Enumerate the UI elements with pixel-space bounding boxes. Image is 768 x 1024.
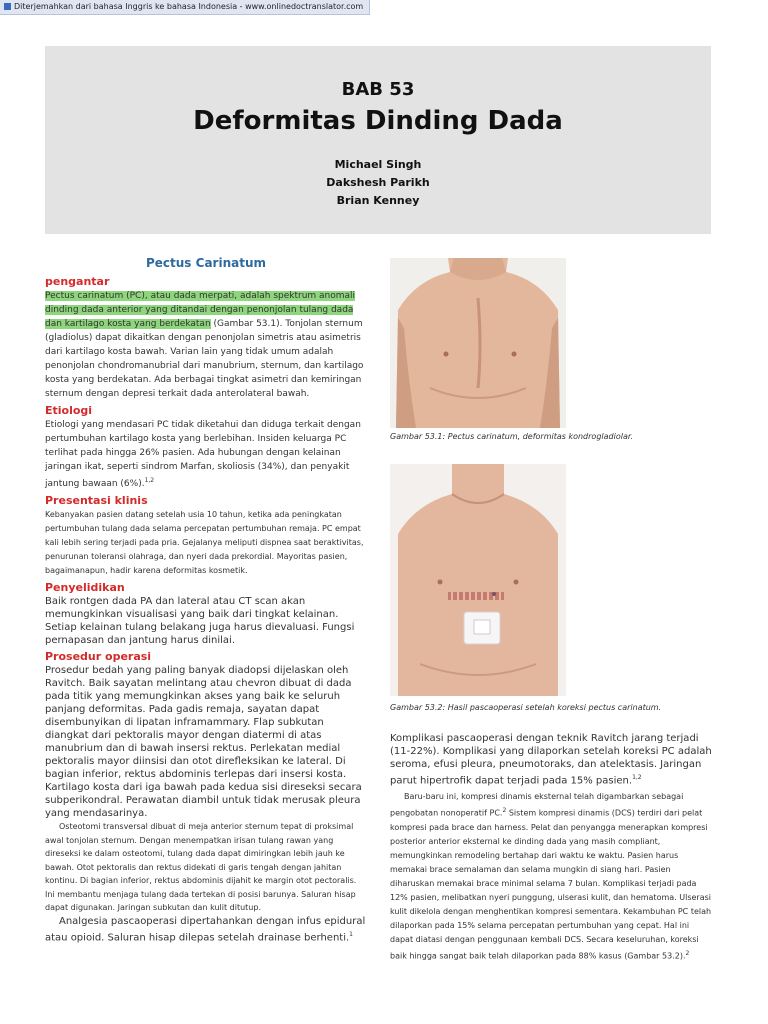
translator-banner[interactable] bbox=[0, 0, 370, 15]
prosedur-paragraph-1: Prosedur bedah yang paling banyak diadopsi dijelaskan oleh Ravitch. Baik sayatan melintang atau chevron dibuat di dada pada titik yang memungkinkan akses yang baik ke seluruh panjang deformitas. Pada gadis remaja, sayatan dapat disembunyikan di lipatan inframammary. Flap subkutan diangkat dari pektoralis mayor dengan diatermi di atas manubrium dan di bawah insersi rektus. Perlekatan medial pektoralis mayor diinsisi dan otot direfleksikan ke lateral. Di bagian inferior, rektus abdominis terlepas dari insersi kosta. Kartilago kosta dari iga bawah pada kedua sisi direseksi secara subperikondral. Perawatan diambil untuk tidak merusak pleura yang mendasarinya. bbox=[45, 665, 362, 819]
author-name: Dakshesh Parikh bbox=[326, 176, 430, 189]
komplikasi-paragraph bbox=[390, 732, 712, 787]
citation-ref: 1,2 bbox=[632, 774, 642, 781]
heading-etiologi: Etiologi bbox=[45, 404, 93, 417]
penyelidikan-paragraph: Baik rontgen dada PA dan lateral atau CT scan akan memungkinkan visualisasi yang baik dari tingkat kelainan. Setiap kelainan tulang belakang juga harus dievaluasi. Fungsi pernapasan dan jantung harus dinilai. bbox=[45, 596, 355, 646]
pengantar-text: (Gambar 53.1). Tonjolan sternum (gladiolus) dapat dikaitkan dengan penonjolan simetris atau asimetris dari kartilago kosta bawah. Varian lain yang tidak umum adalah penonjolan chondromanubrial dari manubrium, sternum, dan kartilago kosta yang berdekatan. Ada berbagai tingkat asimetri dan kemiringan sternum dengan depresi terkait dada anterolateral bawah. bbox=[45, 319, 364, 399]
citation-ref: 2 bbox=[685, 949, 690, 957]
chapter-title: Deformitas Dinding Dada bbox=[193, 106, 563, 136]
highlighted-text: Pectus carinatum (PC), atau dada merpati, adalah spektrum anomali dinding dada anterior yang ditandai dengan penonjolan tulang dada dan kartilago kosta yang berdekatan bbox=[45, 291, 356, 329]
chapter-number: BAB 53 bbox=[341, 79, 415, 100]
heading-prosedur-operasi: Prosedur operasi bbox=[45, 650, 152, 663]
right-column bbox=[390, 732, 712, 964]
translator-banner-text: Diterjemahkan dari bahasa Inggris ke bahasa Indonesia - www.onlinedoctranslator.com bbox=[14, 2, 364, 11]
citation-ref: 1,2 bbox=[144, 477, 155, 484]
etiologi-paragraph bbox=[45, 418, 367, 491]
prosedur-text-3: Analgesia pascaoperasi dipertahankan dengan infus epidural atau opioid. Saluran hisap dilepas setelah drainase berhenti. bbox=[45, 915, 366, 943]
heading-presentasi-klinis: Presentasi klinis bbox=[45, 494, 148, 507]
left-column bbox=[45, 256, 367, 944]
citation-ref: 2 bbox=[502, 807, 507, 815]
kompresi-paragraph bbox=[390, 790, 712, 963]
heading-penyelidikan: Penyelidikan bbox=[45, 581, 125, 594]
author-list bbox=[45, 156, 711, 210]
prosedur-paragraph-3 bbox=[45, 915, 367, 944]
presentasi-paragraph: Kebanyakan pasien datang setelah usia 10 tahun, ketika ada peningkatan pertumbuhan tulang dada selama percepatan pertumbuhan remaja. PC empat kali lebih sering terjadi pada pria. Gejalanya meliputi dispnea saat beraktivitas, penurunan toleransi olahraga, dan nyeri dada prekordial. Mayoritas pasien, bagaimanapun, hadir karena deformitas kosmetik. bbox=[45, 510, 364, 575]
figure-53-1-photo bbox=[390, 258, 566, 428]
translator-logo-icon bbox=[4, 3, 11, 10]
author-name: Brian Kenney bbox=[336, 194, 420, 207]
section-title: Pectus Carinatum bbox=[145, 256, 266, 270]
chapter-header bbox=[45, 46, 711, 234]
figure-53-2-caption: Gambar 53.2: Hasil pascaoperasi setelah koreksi pectus carinatum. bbox=[390, 703, 662, 712]
kompresi-text-a: Baru-baru ini, kompresi dinamis eksternal telah digambarkan sebagai pengobatan nonoperatif PC. bbox=[390, 792, 684, 818]
pengantar-paragraph bbox=[45, 289, 367, 401]
etiologi-text: Etiologi yang mendasari PC tidak diketahui dan diduga terkait dengan pertumbuhan kartilago kosta yang berlebihan. Insiden keluarga PC terlihat pada hingga 26% pasien. Ada hubungan dengan kelainan jaringan ikat, seperti sindrom Marfan, skoliosis (34%), dan penyakit jantung bawaan (6%). bbox=[45, 420, 361, 489]
heading-pengantar: pengantar bbox=[45, 275, 110, 288]
prosedur-paragraph-2: Osteotomi transversal dibuat di meja anterior sternum tepat di proksimal awal tonjolan sternum. Dengan menempatkan irisan tulang rawan yang direseksi ke dalam osteotomi, tulang dada dapat dimiringkan lebih jauh ke bawah. Otot pektoralis dan rektus didekati di garis tengah dengan jahitan kontinu. Di bagian inferior, rektus abdominis dijahit ke margin otot pectoralis. Ini membantu menjaga tulang dada tertekan di posisi barunya. Saluran hisap dapat digunakan. Jaringan subkutan dan kulit ditutup. bbox=[45, 822, 357, 912]
figure-53-2-photo bbox=[390, 464, 566, 696]
kompresi-text-b: Sistem kompresi dinamis (DCS) terdiri dari pelat kompresi pada brace dan harness. Pelat dan penyangga menerapkan kompresi posterior anterior eksternal ke dinding dada yang masih compliant, memungkinkan remodeling bertahap dari waktu ke waktu. Pasien harus memakai brace semalaman dan selama mungkin di siang hari. Pasien diharuskan memakai brace minimal selama 7 bulan. Komplikasi terjadi pada 12% pasien, melibatkan nyeri punggung, ulserasi kulit, dan hematoma. Ulserasi kulit dikelola dengan menghentikan kompresi sementara. Kekambuhan PC telah dilaporkan pada 15% selama percepatan pertumbuhan yang cepat. Hal ini dapat diatasi dengan penggunaan kembali DCS. Secara keseluruhan, koreksi baik hingga sangat baik telah dilaporkan pada 88% kasus (Gambar 53.2). bbox=[390, 808, 712, 961]
figure-53-1-caption: Gambar 53.1: Pectus carinatum, deformitas kondrogladiolar. bbox=[390, 432, 633, 441]
author-name: Michael Singh bbox=[334, 158, 422, 171]
komplikasi-text: Komplikasi pascaoperasi dengan teknik Ravitch jarang terjadi (11-22%). Komplikasi yang dilaporkan setelah koreksi PC adalah seroma, efusi pleura, pneumotoraks, dan atelektasis. Jaringan parut hipertrofik dapat terjadi pada 15% pasien. bbox=[390, 733, 712, 787]
citation-ref: 1 bbox=[349, 930, 353, 938]
